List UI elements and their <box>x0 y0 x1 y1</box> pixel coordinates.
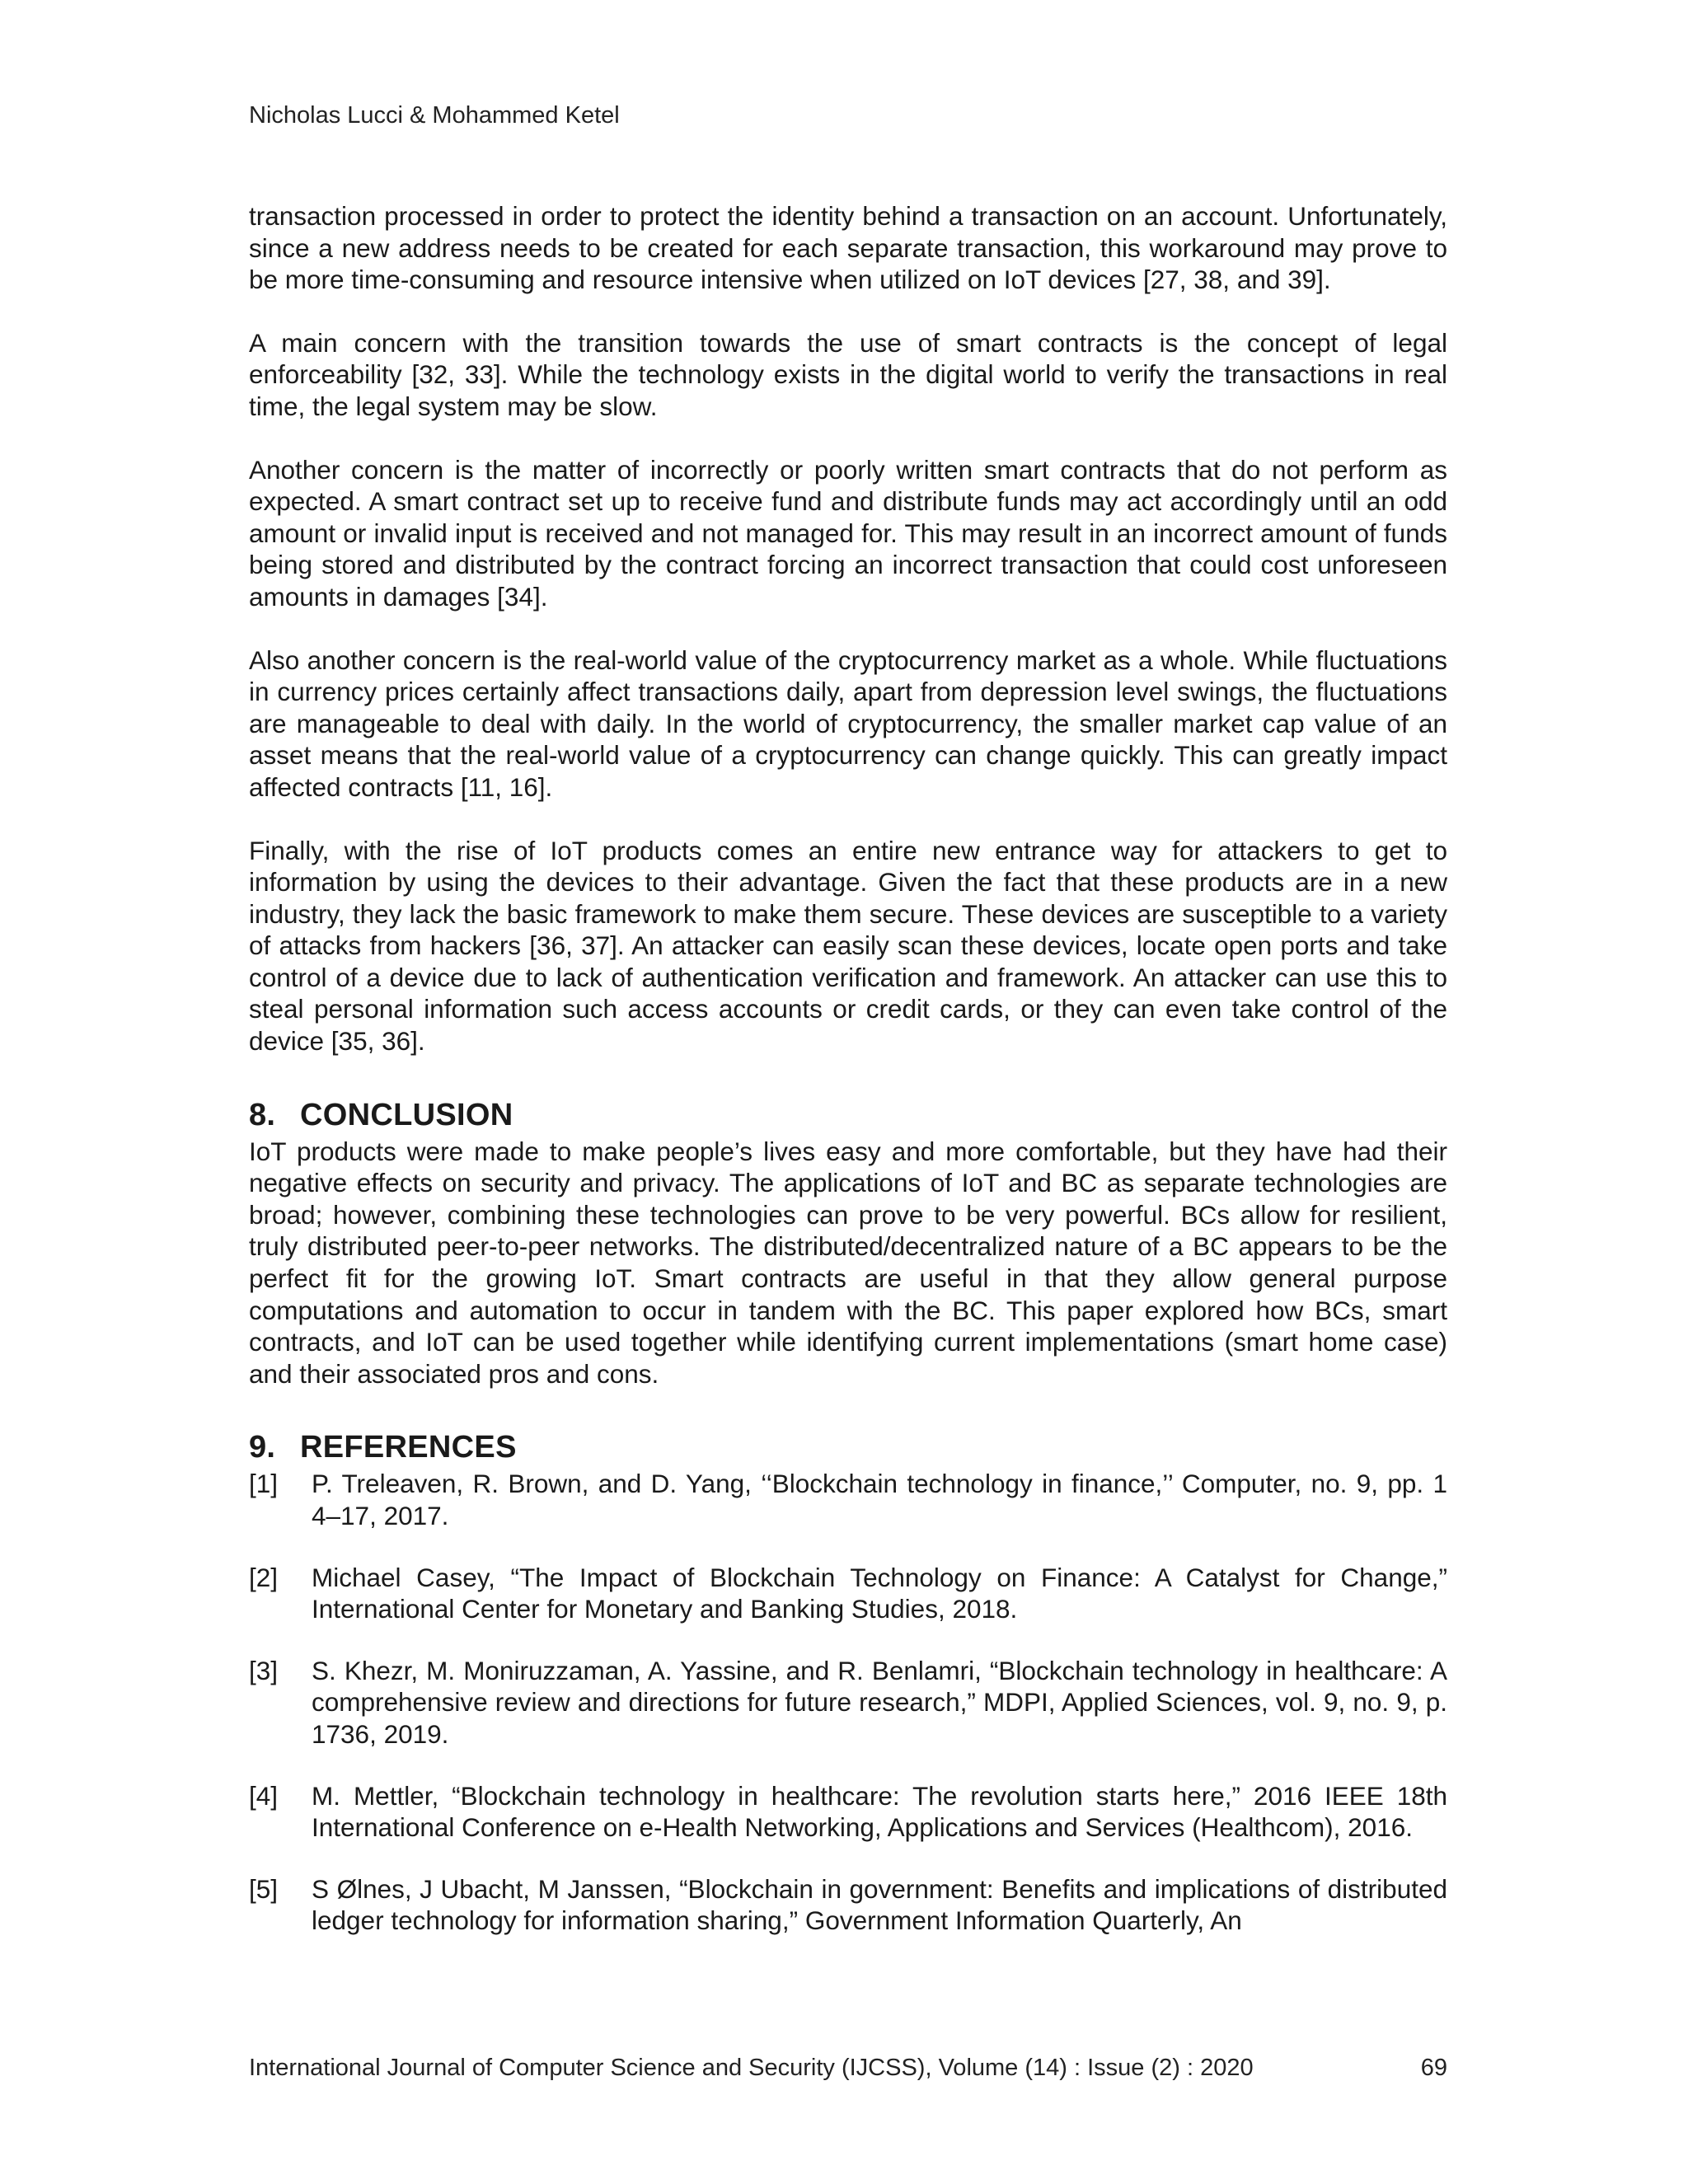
reference-item <box>249 1562 1447 1625</box>
paragraph: Finally, with the rise of IoT products comes an entire new entrance way for attackers to get to information by using the devices to their advantage. Given the fact that these products are in a new industry, they lack the basic framework to make them secure. These devices are susceptible to a variety of attacks from hackers [36, 37]. An attacker can easily scan these devices, locate open ports and take control of a device due to lack of authentication verification and framework. An attacker can use this to steal personal information such access accounts or credit cards, or they can even take control of the device [35, 36]. <box>249 835 1447 1057</box>
reference-item <box>249 1780 1447 1844</box>
reference-number: [5] <box>249 1873 279 1904</box>
section-heading-references <box>249 1429 1447 1465</box>
reference-number: [2] <box>249 1562 279 1592</box>
paragraph: Also another concern is the real-world value of the cryptocurrency market as a whole. While fluctuations in currency prices certainly affect transactions daily, apart from depression level swings, the fluctuations are manageable to deal with daily. In the world of cryptocurrency, the smaller market cap value of an asset means that the real-world value of a cryptocurrency can change quickly. This can greatly impact affected contracts [11, 16]. <box>249 644 1447 802</box>
reference-item <box>249 1655 1447 1750</box>
paragraph: Another concern is the matter of incorrectly or poorly written smart contracts that do not perform as expected. A smart contract set up to receive fund and distribute funds may act accordingly until an odd amount or invalid input is received and not managed for. This may result in an incorrect amount of funds being stored and distributed by the contract forcing an incorrect transaction that could cost unforeseen amounts in damages [34]. <box>249 454 1447 612</box>
reference-item <box>249 1873 1447 1937</box>
section-title: CONCLUSION <box>300 1097 513 1132</box>
paragraph: transaction processed in order to protect the identity behind a transaction on an account. Unfortunately, since a new address needs to be created for each separate transaction, this workaround may prove to be more time-consuming and resource intensive when utilized on IoT devices [27, 38, and 39]. <box>249 201 1447 295</box>
reference-text: S. Khezr, M. Moniruzzaman, A. Yassine, and R. Benlamri, “Blockchain technology in healthcare: A comprehensive review and directions for future research,” MDPI, Applied Sciences, vol. 9, no. 9, p. 1736, 2019. <box>312 1655 1447 1749</box>
reference-text: P. Treleaven, R. Brown, and D. Yang, ‘‘Blockchain technology in finance,’’ Computer, no. 9, pp. 1 4–17, 2017. <box>312 1469 1447 1530</box>
reference-item <box>249 1468 1447 1531</box>
running-header-authors: Nicholas Lucci & Mohammed Ketel <box>249 102 620 129</box>
reference-text: M. Mettler, “Blockchain technology in healthcare: The revolution starts here,” 2016 IEEE 18th International Conference on e-Health Networking, Applications and Services (Healthcom), 2016. <box>312 1780 1447 1843</box>
reference-list <box>249 1468 1447 1937</box>
section-heading-conclusion <box>249 1097 1447 1133</box>
page-number: 69 <box>1420 2055 1447 2081</box>
reference-text: S Ølnes, J Ubacht, M Janssen, “Blockchain in government: Benefits and implications of distributed ledger technology for information sharing,” Government Information Quarterly, An <box>312 1873 1447 1936</box>
footer-journal-citation: International Journal of Computer Science and Security (IJCSS), Volume (14) : Issue (2) : 2020 <box>249 2055 1254 2081</box>
reference-number: [3] <box>249 1655 279 1685</box>
paragraph: A main concern with the transition towards the use of smart contracts is the concept of legal enforceability [32, 33]. While the technology exists in the digital world to verify the transactions in real time, the legal system may be slow. <box>249 327 1447 421</box>
section-number: 9. <box>249 1430 276 1465</box>
section-number: 8. <box>249 1097 276 1132</box>
conclusion-paragraph: IoT products were made to make people’s lives easy and more comfortable, but they have had their negative effects on security and privacy. The applications of IoT and BC as separate technologies are broad; however, combining these technologies can prove to be very powerful. BCs allow for resilient, truly distributed peer-to-peer networks. The distributed/decentralized nature of a BC appears to be the perfect fit for the growing IoT. Smart contracts are useful in that they allow general purpose computations and automation to occur in tandem with the BC. This paper explored how BCs, smart contracts, and IoT can be used together while identifying current implementations (smart home case) and their associated pros and cons. <box>249 1136 1447 1389</box>
reference-text: Michael Casey, “The Impact of Blockchain Technology on Finance: A Catalyst for Change,” International Center for Monetary and Banking Studies, 2018. <box>312 1562 1447 1624</box>
reference-number: [4] <box>249 1780 279 1811</box>
reference-number: [1] <box>249 1469 279 1499</box>
body-text <box>249 200 1447 1966</box>
section-title: REFERENCES <box>300 1430 517 1465</box>
